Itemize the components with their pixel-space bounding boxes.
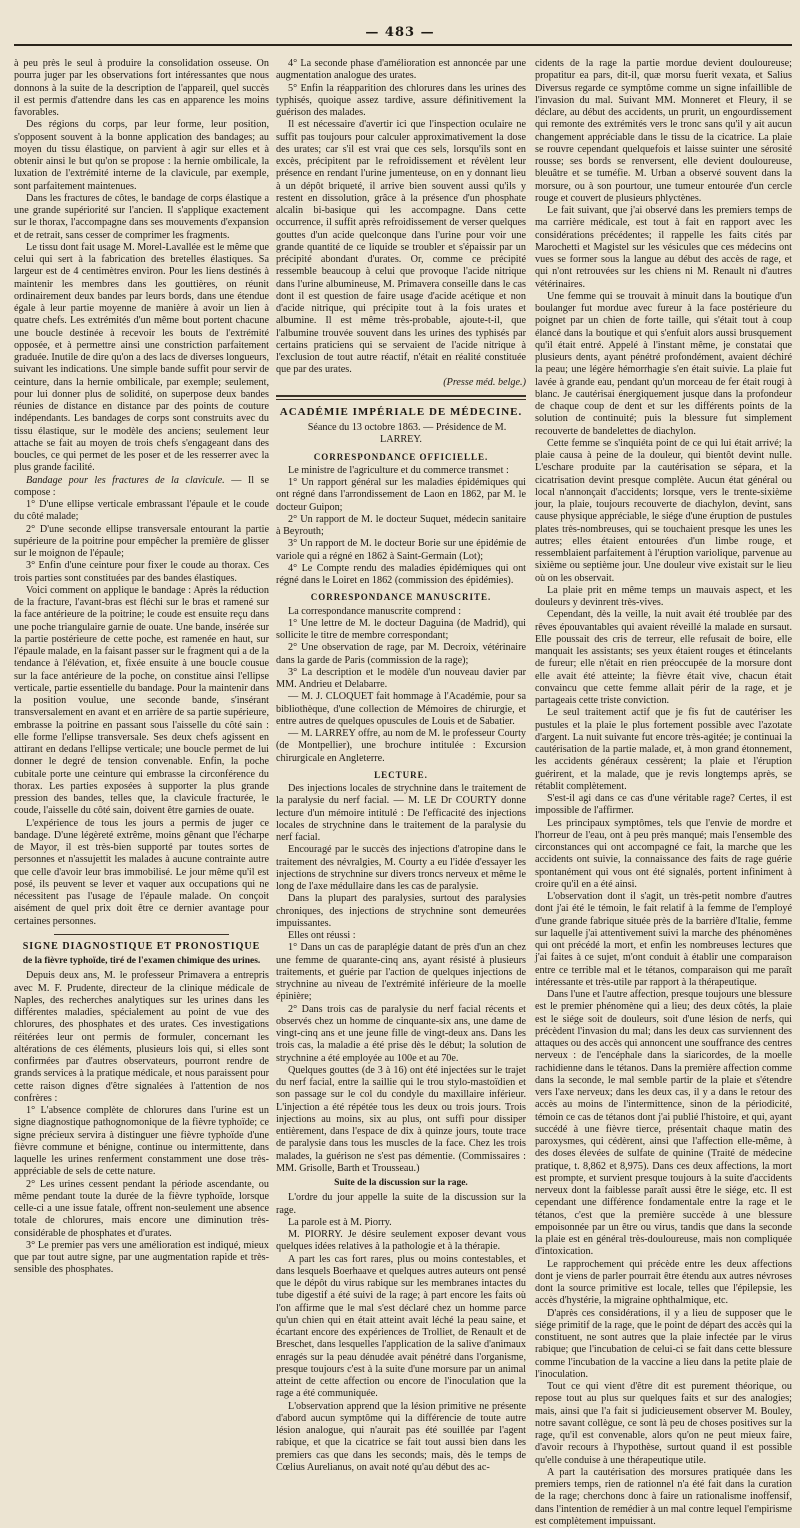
paragraph: 2° Un rapport de M. le docteur Suquet, médecin sanitaire à Beyrouth; bbox=[276, 513, 526, 537]
paragraph: Cette femme se s'inquiéta point de ce qui lui était arrivé; la plaie causa à peine de la douleur, qui bientôt devint nulle. L'eschare produite par la cautérisation se sépara, et la cicatrisation devint presque complète. Aucun état général ou local n'annonçait d'accidents; lorsque, vers le trente-sixième jour, la plaie, toujours recouverte de diachylon, devint, sans cause physique appréciable, le siége d'une éruption de pustules plates très-nombreuses, qui se touchaient presque les unes les autres; elles étaient entourées d'un limbe rouge, et ressemblaient parfaitement à l'éruption variolique, parvenue au sixième ou septième jour. Une douleur vive existait sur le lieu où on les observait. bbox=[535, 437, 792, 584]
academie-title: ACADÉMIE IMPÉRIALE DE MÉDECINE. bbox=[279, 405, 523, 418]
source-signature: (Presse méd. belge.) bbox=[443, 376, 526, 388]
paragraph: S'est-il agi dans ce cas d'une véritable rage? Certes, il est impossible de l'affirmer. bbox=[535, 793, 792, 817]
paragraph: L'expérience de tous les jours a permis de juger ce bandage. D'une légèreté extrême, moins gênant que l'écharpe de Mayor, il est très-bien supporté par toutes sortes de personnes et n'assujettit les malades à aucune contrainte autre que celle d'avoir leur bras immobilisé. Le jour même qu'il est posé, ils peuvent se lever et vaquer aux occupations qui ne nécessitent pas l'usage de l'épaule malade. On conçoit aisément de quel prix doit être ce dernier avantage pour certaines personnes. bbox=[14, 817, 269, 927]
section-divider bbox=[276, 395, 526, 400]
paragraph: 2° Les urines cessent pendant la période ascendante, ou même pendant toute la durée de la fièvre typhoïde, lorsque celle-ci a une issue fatale, offrent non-seulement une absence totale de chlorures, mais encore une diminution très-considérable de phosphates et d'urates. bbox=[14, 1178, 269, 1239]
bandage-paragraph bbox=[14, 475, 269, 500]
paragraph: Le fait suivant, que j'ai observé dans les premiers temps de ma carrière médicale, est tout à fait en rapport avec les considérations précédentes; il rappelle les faits cités par Marochetti et Magistel sur les vésicules que ces médecins ont vues se former sous la langue au début des accès de rage, et qui n'ont retrouvées sur les chiens ni M. Renault ni d'autres vétérinaires. bbox=[535, 205, 792, 290]
paragraph: La correspondance manuscrite comprend : bbox=[288, 605, 462, 617]
section-divider bbox=[54, 934, 229, 935]
paragraph: 2° Une observation de rage, par M. Decroix, vétérinaire dans la garde de Paris (commission de la rage); bbox=[276, 642, 526, 666]
paragraph: L'ordre du jour appelle la suite de la discussion sur la rage. bbox=[276, 1192, 526, 1216]
lecture-title: LECTURE. bbox=[374, 769, 428, 780]
paragraph: Tout ce qui vient d'être dit est purement théorique, ou repose tout au plus sur quelques faits et sur des analogies; mais, ainsi que l'a fait si judicieusement observer M. Bouley, notre savant collègue, ce sont là peu de choses positives sur la rage, qu'il est convenable, alors qu'on ne peut mieux faire, d'avoir recours à l'hypothèse, surtout quand il est possible qu'elle conduise à une thérapeutique utile. bbox=[535, 1381, 792, 1466]
column-middle bbox=[276, 58, 526, 1473]
paragraph: Le seul traitement actif que je fis fut de cautériser les pustules et la plaie le plus fortement possible avec l'azotate d'argent. La nuit suivante fut encore très-agitée; je continuai la cautérisation de la partie malade, et, à mon grand étonnement, les accidents généraux cessèrent; la plaie et l'éruption guérirent, et la malade, que je revis longtemps après, se rétablit complètement. bbox=[535, 707, 792, 792]
paragraph: La parole est à M. Piorry. bbox=[288, 1216, 392, 1228]
paragraph: Le ministre de l'agriculture et du commerce transmet : bbox=[288, 464, 509, 476]
column-right bbox=[535, 58, 792, 1527]
list-item: 3° Enfin d'une ceinture pour fixer le coude au thorax. Ces trois parties sont constituées par des bandes élastiques. bbox=[14, 560, 269, 584]
page-header bbox=[0, 25, 800, 45]
paragraph: Cependant, dès la veille, la nuit avait été troublée par des rêves épouvantables qui avaient réveillé la malade en sursaut. Elle poussait des cris de terreur, elle refusait de boire, elle manquait les assistants; ses yeux étaient rouges et étincelants de fureur; elle n'était en rien préoccupée de la morsure dont elle avait été atteinte; la fièvre était vive, chacun était convaincu que cette femme allait périr de la rage, et je partageais cette triste conviction. bbox=[535, 609, 792, 706]
paragraph: M. PIORRY. Je désire seulement exposer devant vous quelques idées relatives à la pathologie et à la thérapie. bbox=[276, 1229, 526, 1253]
paragraph: — M. LARREY offre, au nom de M. le professeur Courty (de Montpellier), une brochure intitulée : Excursion chirurgicale en Angleterre. bbox=[276, 728, 526, 764]
section-subheading: de la fièvre typhoïde, tiré de l'examen chimique des urines. bbox=[22, 956, 261, 966]
paragraph: Voici comment on applique le bandage : Après la réduction de la fracture, l'avant-bras est fléchi sur le bras et ramené sur la face antérieure de la poitrine; le coude est ensuite reçu dans une poche triangulaire garnie de ouate. Une bande, insérée sur la partie postérieure de cette poche, est ramenée en haut, sur l'épaule malade, en la faisant passer sur le fragment qui a de la tendance à l'élévation, et, fixée ensuite à une boucle cousue sur la face antérieure de la poche, on constitue ainsi l'ellipse verticale, partie essentielle du bandage. Pour la maintenir dans la position voulue, une seconde bande, s'insérant transversalement en avant et en arrière de sa partie supérieure, embrasse la poitrine en passant sous l'aisselle du côté sain : elle forme l'ellipse transversale. Ses deux chefs agissent en attirant en dedans l'ellipse verticale; une boucle permet de lui donner le degré de tension convenable. Enfin, la poche cubitale porte une ceinture qui embrasse la circonférence du thorax. Les parties exposées à supporter la plus grande pression des bandes, telles que, la clavicule fracturée, le coude, l'aisselle du côté sain, doivent être garnies de ouate. bbox=[14, 584, 269, 817]
paragraph: 3° Le premier pas vers une amélioration est indiqué, mieux que par tout autre signe, par une augmentation rapide et très-sensible des phosphates. bbox=[14, 1239, 269, 1276]
paragraph: 3° Un rapport de M. le docteur Borie sur une épidémie de variole qui a régné en 1862 à Saint-Germain (Lot); bbox=[276, 538, 526, 562]
paragraph: 1° Une lettre de M. le docteur Daguina (de Madrid), qui sollicite le titre de membre correspondant; bbox=[276, 617, 526, 641]
bandage-intro: — Il se compose : bbox=[14, 474, 269, 498]
paragraph: 1° L'absence complète de chlorures dans l'urine est un signe diagnostique pathognomonique de la fièvre typhoïde; ce signe précieux servira à distinguer une fièvre typhoïde d'une fièvre commune et bénigne, continue ou intermittente, dans laquelle les urines renferment constamment une dose très-appréciable de sels de cette nature. bbox=[14, 1105, 269, 1178]
paragraph: D'après ces considérations, il y a lieu de supposer que le siége primitif de la rage, que le point de départ des accès qui la constituent, ne sont autres que la plaie infectée par le virus rabique; que l'incubation de celui-ci se fait dans cette blessure comme l'incubation de la vaccine a lieu dans la petite plaie de l'inoculation. bbox=[535, 1307, 792, 1380]
paragraph: à peu près le seul à produire la consolidation osseuse. On pourra juger par les observations fort intéressantes que nous donnons à la suite de la description de l'appareil, quel succès il est permis d'attendre dans les cas en apparence les moins favorables. bbox=[14, 58, 269, 118]
paragraph: Dans l'une et l'autre affection, presque toujours une blessure est le premier phénomène qui a lieu; des deux côtés, la plaie est le siége soit de douleurs, soit d'une lésion de nerfs, qui précèdent l'invasion du mal; dans les deux cas surviennent des attaques ou des accès qui annoncent une souffrance des centres nerveux : de l'encéphale dans la siaricordes, de la moelle rachidienne dans le tétanos. Dans la première affection comme dans la seconde, le mal semble partir de la plaie et s'étendre vers l'axe nerveux; dans les deux cas, il y a dans le retour des accès au moins de l'intermittence, sinon de la périodicité, témoin ce cas de tétanos dont j'ai publié l'histoire, et qui, ayant succédé à une fièvre tierce, présentait chaque matin des paroxysmes, qui cédèrent, ainsi que l'affection elle-même, à des doses élevées de sulfate de quinine (Traité de médecine pratique, t. 8,862 et 8,975). Dans ces deux affections, la mort est prompte, et survient presque toujours à la suite d'accidents nerveux dont la faiblesse paraît aussi être le siége, etc. Il est cependant une différence fondamentale entre la rage et le tétanos, c'est que la première succède à une blessure empoisonnée par un être ou virus, tandis que dans la seconde la plaie est en général très-douloureuse, mais non compliquée d'intoxication. bbox=[535, 989, 792, 1258]
paragraph: 1° Un rapport général sur les maladies épidémiques qui ont régné dans l'arrondissement de Laon en 1862, par M. le docteur Guipon; bbox=[276, 477, 526, 513]
paragraph: cidents de la rage la partie mordue devient douloureuse; propatitur ea pars, dit-il, quæ morsu fuerit vexata, et Salius Diversus regarde ce symptôme comme un signe infaillible de l'invasion du mal. Suivant MM. Monneret et Fleury, il se déclare, au début des accidents, un prurit, un engourdissement qui remonte des extrémités vers le tronc sans qu'il y ait aucun changement appréciable dans le tissu de la cicatrice. La plaie se rouvre cependant quelquefois et laisse suinter une sérosité rousse; ses bords se renversent, elle devient douloureuse, bleuâtre et se tuméfie. M. Urban a observé souvent dans la morsure, ou à son pourtour, une tumeur entourée d'un cercle rouge et couvert de plusieurs phlyctènes. bbox=[535, 58, 792, 204]
paragraph: A part la cautérisation des morsures pratiquée dans les premiers temps, rien de rationnel n'a été fait dans la curation de la rage; cherchons donc à faire un rationalisme inoffensif, dans l'intention de remédier à un mal contre lequel l'empirisme est complètement impuissant. bbox=[535, 1466, 792, 1527]
paragraph: La plaie prit en même temps un mauvais aspect, et les douleurs y devinrent très-vives. bbox=[535, 584, 792, 608]
bandage-title: Bandage pour les fractures de la clavicule. bbox=[26, 474, 225, 486]
paragraph: 3° La description et le modèle d'un nouveau davier par MM. Andrieu et Delabarre. bbox=[276, 666, 526, 690]
seance-line: Séance du 13 octobre 1863. — Présidence de M. LARREY. bbox=[307, 422, 507, 446]
correspondance-manuscrite-title: CORRESPONDANCE MANUSCRITE. bbox=[310, 592, 492, 603]
list-item: 2° D'une seconde ellipse transversale entourant la partie supérieure de la poitrine pour empêcher la première de glisser sur le moignon de l'épaule; bbox=[14, 523, 269, 559]
paragraph: 4° La seconde phase d'amélioration est annoncée par une augmentation analogue des urates. bbox=[276, 58, 526, 82]
column-left bbox=[14, 58, 270, 1276]
paragraph: 2° Dans trois cas de paralysie du nerf facial récents et observés chez un homme de cinquante-six ans, une dame de vingt-cinq ans et une jeune fille de vingt-deux ans. Dans les trois cas, la maladie a été prise dès le début; la solution de strychnine a été employée au 100e et au 70e. bbox=[276, 1003, 526, 1064]
paragraph: Depuis deux ans, M. le professeur Primavera a entrepris avec M. F. Prudente, directeur de la clinique médicale de Naples, des recherches analytiques sur les urines dans les différentes maladies, spécialement au point de vue des chlorures, des phosphates et des urates. Ces investigations réitérées leur ont permis de formuler, concernant les altérations de ces éléments, plusieurs lois qui, si elles sont confirmées par d'autres observateurs, pourront rendre de grands services à la pratique médicale, et nous paraissent pour cette raison dignes d'être signalées à l'attention de nos confrères : bbox=[14, 970, 269, 1104]
paragraph: A part les cas fort rares, plus ou moins contestables, et dans lesquels Boerhaave et quelques autres auteurs ont pensé que le dépôt du virus rabique sur les membranes intactes du tube digestif a été suivi de la rage; à part encore les faits où l'on affirme que le mal s'est déclaré chez un homme parce qu'un chien qui en était atteint avait léché la peau saine, et écartant encore des expériences de Trolliet, de Renault et de Breschet, dans lesquelles l'application de la salive d'animaux enragés sur la peau dénudée avait pénétré dans l'organisme, presque toujours c'est à la suite d'une morsure par un animal atteint de cette affection ou encore de l'inoculation que la rage a été communiquée. bbox=[276, 1253, 526, 1400]
paragraph: 1° Dans un cas de paraplégie datant de près d'un an chez une femme de quarante-cinq ans, ayant résisté à plusieurs traitements, et guérie par l'action de quelques injections de strychnine au niveau de l'extrémité inférieure de la moelle épinière; bbox=[276, 942, 526, 1003]
lecture-heading: Des injections locales de strychnine dans le traitement de la paralysie du nerf facial. — M. LE Dr COURTY donne lecture d'un mémoire intitulé : De l'efficacité des injections locales de strychnine dans le traitement de la paralysie du nerf facial. bbox=[276, 783, 526, 843]
paragraph: Les principaux symptômes, tels que l'envie de mordre et l'horreur de l'eau, ont à peu près manqué; mais l'ensemble des circonstances qui ont accompagné ce fait, la marche que les accidents ont suivie, la connaissance des faits de rage guérie spontanément qui vous ont été signalés, portent infiniment à croire qu'il en a été ainsi. bbox=[535, 817, 792, 890]
correspondance-officielle-title: CORRESPONDANCE OFFICIELLE. bbox=[313, 451, 489, 462]
paragraph: Encouragé par le succès des injections d'atropine dans le traitement des névralgies, M. Courty a eu l'idée d'essayer les injections de strychnine sur divers troncs nerveux et même le long de l'axe médullaire dans les cas de paralysie. bbox=[276, 844, 526, 892]
paragraph: 5° Enfin la réapparition des chlorures dans les urines des typhisés, quoique assez tardive, assure définitivement la guérison des malades. bbox=[276, 82, 526, 118]
paragraph: L'observation apprend que la lésion primitive ne présente d'abord aucun symptôme qui la différencie de toute autre lésion analogue, qui n'aurait pas été souillée par l'agent rabique, et que la cicatrice se fait tout aussi bien dans les premiers cas que dans les seconds; mais, dès le temps de Cœlius Aurelianus, on avait noté qu'au début des ac- bbox=[276, 1400, 526, 1473]
header-rule bbox=[14, 44, 792, 46]
paragraph: Il est nécessaire d'avertir ici que l'inspection oculaire ne suffit pas toujours pour calculer approximativement la dose des urates; car s'il est vrai que ces sels, lorsqu'ils sont en excès, précipitent par le refroidissement et révèlent leur présence en rendant l'urine jumenteuse, on en y donnant lieu à un dépôt briqueté, il arrive bien souvent aussi qu'ils y restent en dissolution, grâce à la présence d'un phosphate alcalin bi-basique qui les accompagne. Dans cette occurrence, il suffit après refroidissement de verser quelques gouttes d'un acide quelconque dans l'urine pour voir une grande quantité de ce liquide se troubler et s'épaissir par un précipité abondant d'urates. Or, comme ce précipité ressemble beaucoup à celui que provoque l'acide nitrique dans l'urine albumineuse, M. Primavera conseille dans le cas dont il est question de faire usage d'acide acétique et non d'acide nitrique, qui précipite tout à la fois urates et albumine. Il est même très-probable, ajoute-t-il, que l'albumine trouvée souvent dans les urines des typhisés par certains praticiens qui se servaient de l'acide nitrique à l'exclusion de tout autre réactif, n'était en réalité constituée que par des urates. bbox=[276, 119, 526, 376]
paragraph: Des régions du corps, par leur forme, leur position, s'opposent souvent à la bonne application des bandages; au moyen du tissu élastique, on parvient à agir sur elles et à obtenir ainsi le but qu'on se propose : la hernie ombilicale, la luxation de l'extrémité interne de la clavicule, par exemple, sont parfaitement maintenues. bbox=[14, 119, 269, 192]
paragraph: Le rapprochement qui précède entre les deux affections dont je viens de parler pourrait être étendu aux autres névroses dont la source primitive est locale, telles que l'épilepsie, les accès d'hystérie, la migraine ophthalmique, etc. bbox=[535, 1258, 792, 1307]
paragraph: 4° Le Compte rendu des maladies épidémiques qui ont régné dans le Loiret en 1862 (commission des épidémies). bbox=[276, 562, 526, 586]
list-item: 1° D'une ellipse verticale embrassant l'épaule et le coude du côté malade; bbox=[14, 499, 269, 523]
section-heading: SIGNE DIAGNOSTIQUE ET PRONOSTIQUE bbox=[22, 940, 261, 952]
paragraph: Dans les fractures de côtes, le bandage de corps élastique a une grande supériorité sur l'ancien. Il s'applique exactement sur le thorax, l'accompagne dans ses mouvements d'expansion et de retrait, sans cesser de comprimer les fragments. bbox=[14, 192, 269, 241]
paragraph: Quelques gouttes (de 3 à 16) ont été injectées sur le trajet du nerf facial, entre la saillie qui le trou stylo-mastoïdien et son passage sur le col du condyle du maxillaire inférieur. L'injection a été répétée tous les deux ou trois jours. Trois injections au moins, six au plus, ont suffi pour dissiper entièrement, dans l'espace de dix à quinze jours, toute trace de paralysie dans tous les muscles de la face. Chez les trois malades, la guérison ne s'est pas démentie. (Commissaires : MM. Grisolle, Barth et Trousseau.) bbox=[276, 1064, 526, 1174]
paragraph: Dans la plupart des paralysies, surtout des paralysies chroniques, des injections de strychnine sont demeurées impuissantes. bbox=[276, 893, 526, 929]
paragraph: L'observation dont il s'agit, un très-petit nombre d'autres dont j'ai été le témoin, le fait relatif à la femme de l'employé d'une grande fabrique située près de la barrière d'Italie, femme sur laquelle j'ai attentivement suivi la marche des phénomènes qui ont précédé la mort, et enfin les nombreuses lectures que j'ai faites à ce sujet, m'ont conduit à établir une comparaison entre ce terrible mal et le tétanos, comparaison qui me paraît intéressante et très-utile par rapport à la thérapeutique. bbox=[535, 891, 792, 988]
paragraph: — M. J. CLOQUET fait hommage à l'Académie, pour sa bibliothèque, d'une collection de Mémoires de chirurgie, et entre autres de quelques opuscules de Louis et de Sabatier. bbox=[276, 691, 526, 727]
rage-discussion-title: Suite de la discussion sur la rage. bbox=[334, 1178, 468, 1188]
page-number: — 483 — bbox=[365, 25, 435, 40]
paragraph: Une femme qui se trouvait à minuit dans la boutique d'un boulanger fut mordue avec fureur à la face postérieure du poignet par un chien de forte taille, qui s'était tout à coup élancé dans la boutique et qui s'enfuit alors aussi brusquement qu'il était entré. Appelé à l'instant même, je constatai que plusieurs dents, ayant pénétré profondément, avaient déchiré la peau; une légère hémorrhagie s'en était suivie. La plaie fut lavée à grande eau, pendant qu'un morceau de fer était rougi à blanc. Je cautérisai énergiquement jusque dans la profondeur de chaque coup de dent et sur les différents points de la solution de continuité; puis la blessure fut simplement recouverte de bandelettes de diachylon. bbox=[535, 290, 792, 437]
paragraph: Le tissu dont fait usage M. Morel-Lavallée est le même que celui qui sert à la fabrication des bretelles élastiques. Sa largeur est de 4 centimètres environ. Pour les liens destinés à maintenir les membres dans les gouttières, on réunit ordinairement deux bandes par leurs bords, dans une étendue égale à leur partie moyenne de manière à avoir un lien à quatre chefs. Les extrémités d'un même bout portent chacune une boucle destinée à recevoir les bouts de l'extrémité opposée, et à permettre ainsi une constriction parfaitement graduée. Inutile de dire qu'on a des lacs de diverses longueurs, suivant les indications. Une simple bande suffit pour servir de ceinture, dans la hernie ombilicale, par exemple; seulement, pour lui donner plus de solidité, on superpose deux bandes réunies de distance en distance par des points de couture indépendants. Les bandages de corps sont construits avec du tissu élastique, sur le modèle des anciens; seulement leur attache se fait au moyen de trois chefs s'engageant dans des boucles, ce qui permet de les poser et de les resserrer avec la plus grande facilité. bbox=[14, 241, 270, 474]
paragraph: Elles ont réussi : bbox=[288, 930, 356, 941]
